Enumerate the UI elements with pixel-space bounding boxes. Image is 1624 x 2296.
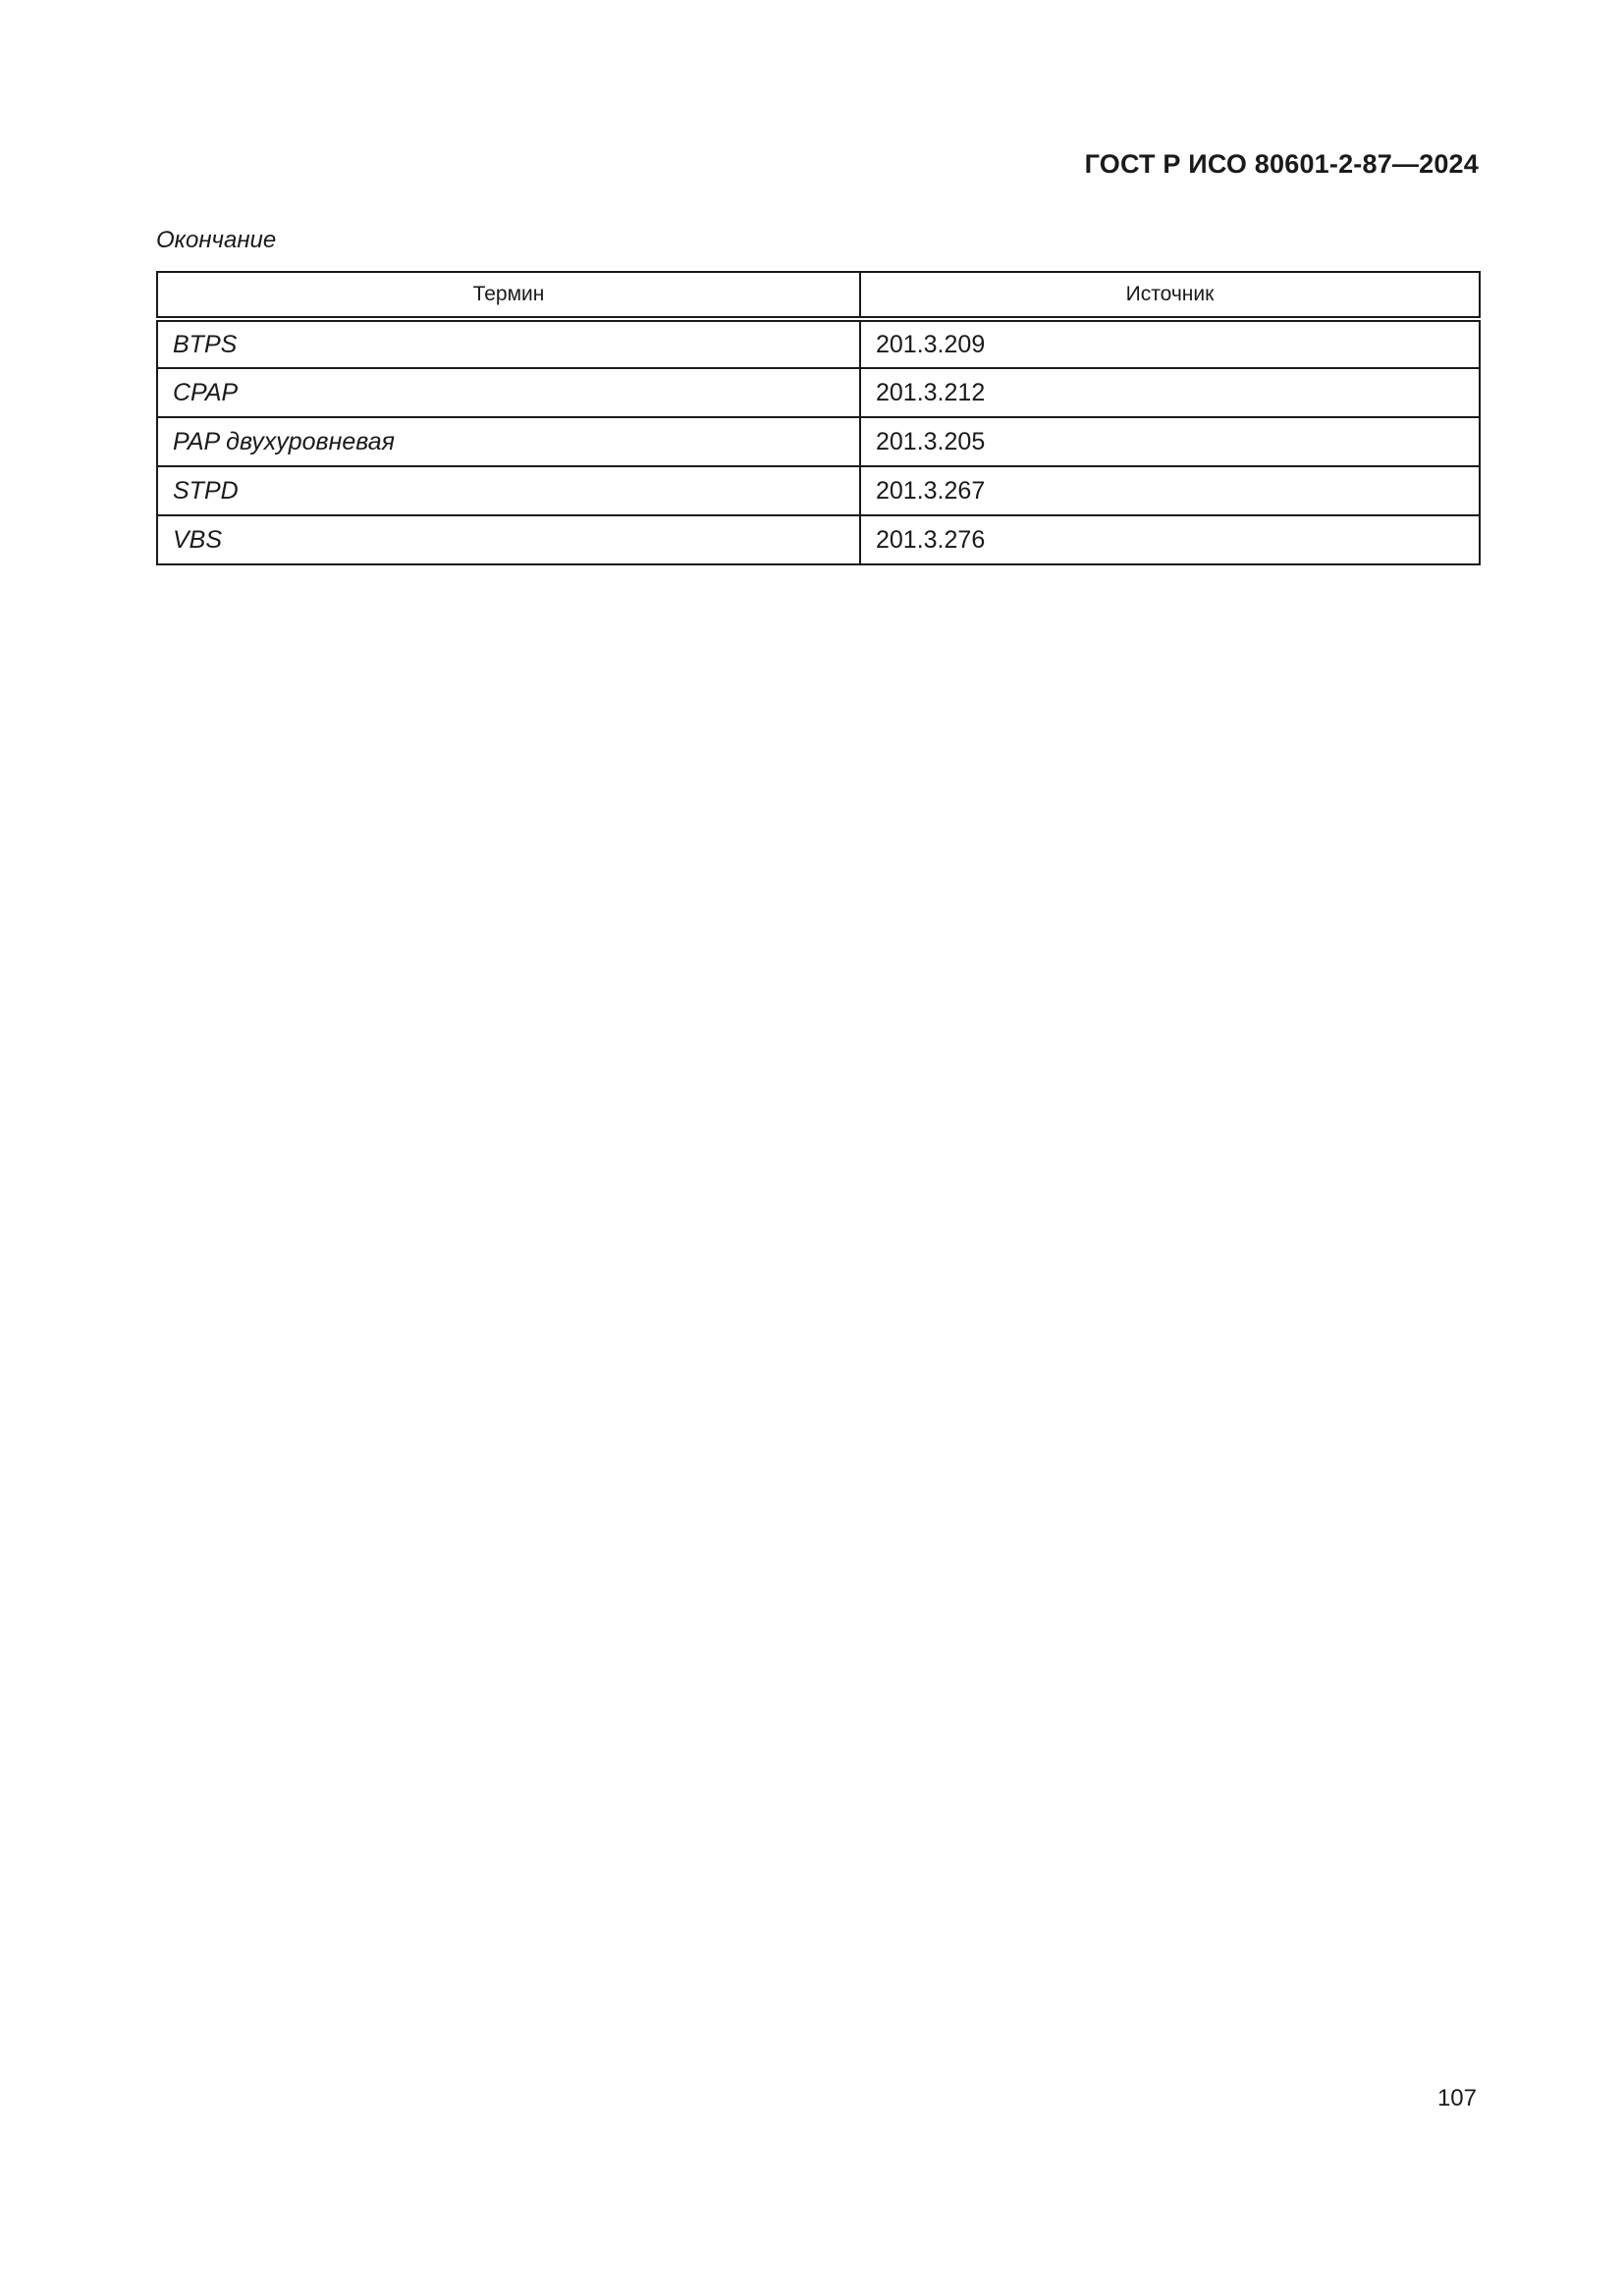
term-cell: PAP двухуровневая — [157, 417, 860, 466]
source-cell: 201.3.212 — [860, 368, 1480, 417]
table-caption: Окончание — [156, 227, 277, 253]
source-cell: 201.3.276 — [860, 515, 1480, 564]
table-row — [157, 417, 1480, 466]
document-designation: ГОСТ Р ИСО 80601-2-87—2024 — [1084, 149, 1479, 179]
term-cell: VBS — [157, 515, 860, 564]
table-row — [157, 515, 1480, 564]
term-cell: STPD — [157, 466, 860, 515]
table-row — [157, 466, 1480, 515]
source-cell: 201.3.267 — [860, 466, 1480, 515]
page-number: 107 — [1436, 2085, 1477, 2111]
table-header-row — [157, 272, 1480, 319]
table-row — [157, 368, 1480, 417]
column-header-term: Термин — [157, 272, 860, 319]
term-cell: BTPS — [157, 319, 860, 368]
source-cell: 201.3.209 — [860, 319, 1480, 368]
column-header-source: Источник — [860, 272, 1480, 319]
term-cell: CPAP — [157, 368, 860, 417]
table-row — [157, 319, 1480, 368]
source-cell: 201.3.205 — [860, 417, 1480, 466]
terms-table — [156, 271, 1481, 565]
